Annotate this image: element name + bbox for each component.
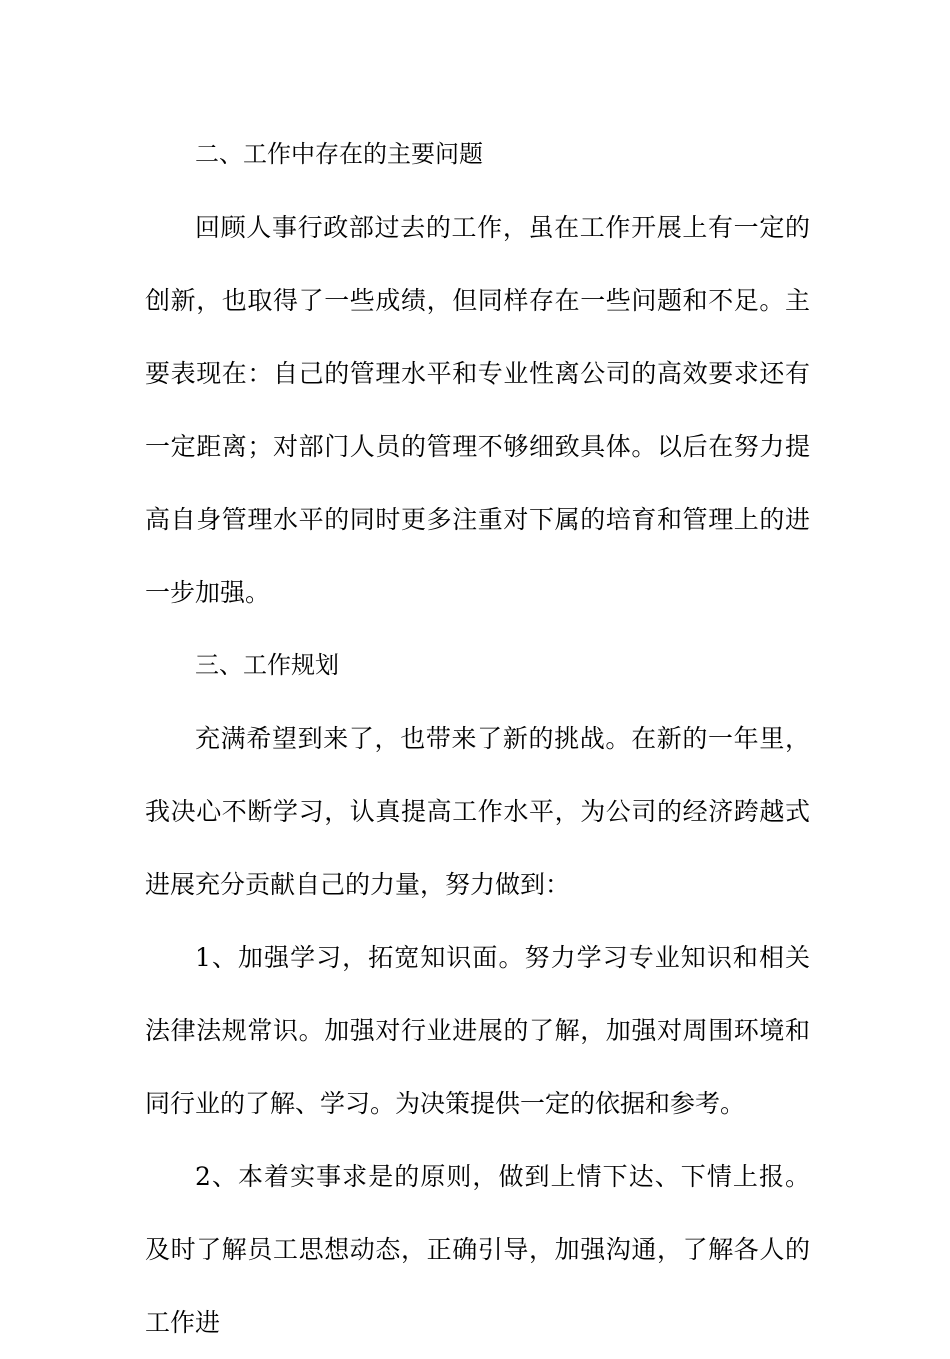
paragraph-outlook: 充满希望到来了，也带来了新的挑战。在新的一年里，我决心不断学习，认真提高工作水平，为公司的经济跨越式进展充分贡献自己的力量，努力做到： (145, 724, 810, 899)
section-heading-problems: 二、工作中存在的主要问题 (195, 140, 483, 168)
paragraph-item-1: 1、加强学习，拓宽知识面。努力学习专业知识和相关法律法规常识。加强对行业进展的了解，加强对周围环境和同行业的了解、学习。为决策提供一定的依据和参考。 (145, 943, 810, 1118)
paragraph-item-2: 2、本着实事求是的原则，做到上情下达、下情上报。及时了解员工思想动态，正确引导，加强沟通，了解各人的工作进 (145, 1162, 810, 1337)
section-heading-planning: 三、工作规划 (195, 651, 339, 679)
paragraph-review: 回顾人事行政部过去的工作，虽在工作开展上有一定的创新，也取得了一些成绩，但同样存在一些问题和不足。主要表现在：自己的管理水平和专业性离公司的高效要求还有一定距离；对部门人员的管理不够细致具体。以后在努力提高自身管理水平的同时更多注重对下属的培育和管理上的进一步加强。 (145, 213, 810, 607)
document-body (145, 118, 810, 1359)
